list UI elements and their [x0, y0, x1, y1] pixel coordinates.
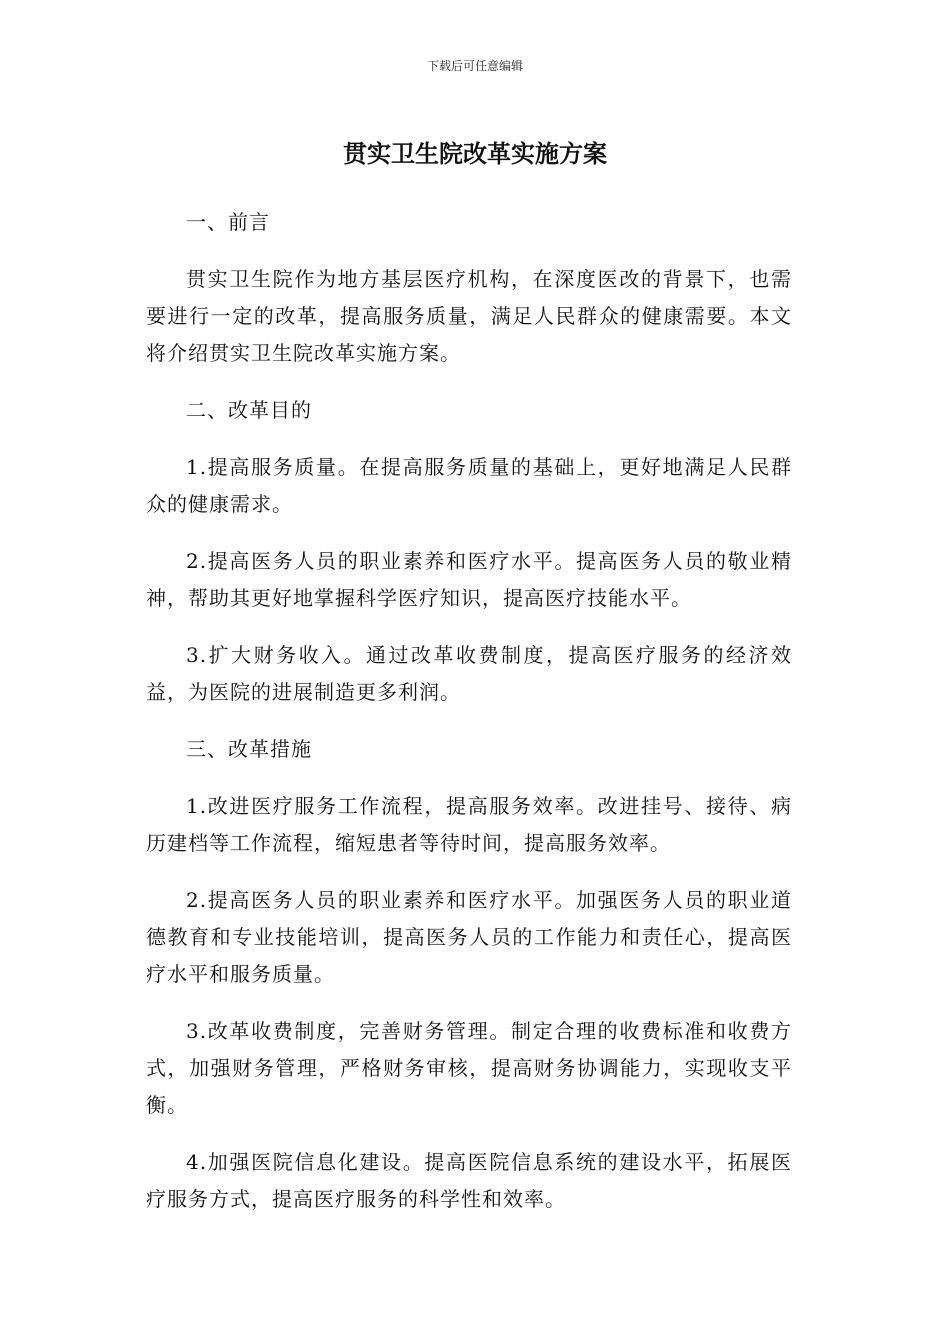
header-note: 下载后可任意编辑 [426, 59, 523, 73]
section-heading-measures: 三、改革措施 [186, 737, 312, 761]
paragraph-measure-2: 2.提高医务人员的职业素养和医疗水平。加强医务人员的职业道德教育和专业技能培训，提高医务人员的工作能力和责任心，提高医疗水平和服务质量。 [146, 888, 792, 986]
document-title: 贯实卫生院改革实施方案 [343, 140, 607, 168]
paragraph-goal-2: 2.提高医务人员的职业素养和医疗水平。提高医务人员的敬业精神，帮助其更好地掌握科学医疗知识，提高医疗技能水平。 [146, 549, 792, 610]
section-heading-goals: 二、改革目的 [186, 398, 312, 422]
paragraph-measure-1: 1.改进医疗服务工作流程，提高服务效率。改进挂号、接待、病历建档等工作流程，缩短患者等待时间，提高服务效率。 [146, 794, 792, 855]
paragraph-measure-3: 3.改革收费制度，完善财务管理。制定合理的收费标准和收费方式，加强财务管理，严格财务审核，提高财务协调能力，实现收支平衡。 [146, 1019, 792, 1117]
document-body [146, 204, 792, 1238]
paragraph-preface: 贯实卫生院作为地方基层医疗机构，在深度医改的背景下，也需要进行一定的改革，提高服务质量，满足人民群众的健康需要。本文将介绍贯实卫生院改革实施方案。 [146, 267, 792, 365]
paragraph-goal-3: 3.扩大财务收入。通过改革收费制度，提高医疗服务的经济效益，为医院的进展制造更多利润。 [146, 643, 792, 704]
section-heading-preface: 一、前言 [186, 210, 270, 234]
paragraph-measure-4: 4.加强医院信息化建设。提高医院信息系统的建设水平，拓展医疗服务方式，提高医疗服务的科学性和效率。 [146, 1150, 792, 1211]
paragraph-goal-1: 1.提高服务质量。在提高服务质量的基础上，更好地满足人民群众的健康需求。 [146, 455, 792, 516]
